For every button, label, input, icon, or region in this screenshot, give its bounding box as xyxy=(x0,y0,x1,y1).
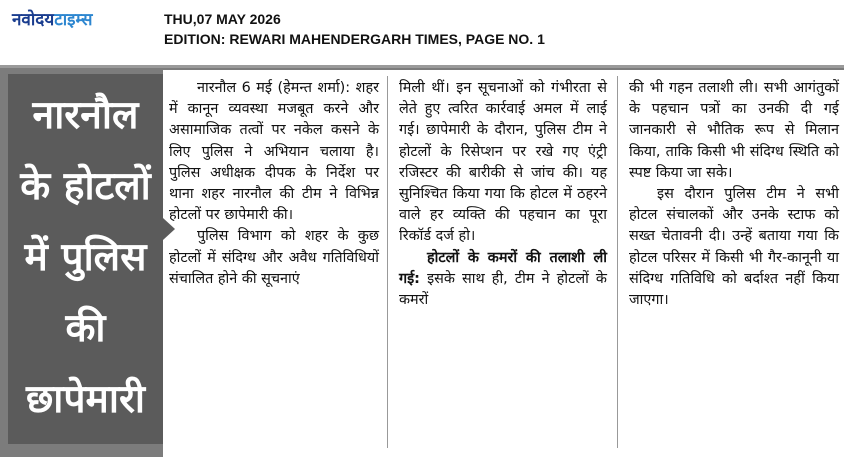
headline-line: के होटलों xyxy=(20,164,151,209)
headline-line: छापेमारी xyxy=(25,377,146,422)
article-column-2 xyxy=(399,78,607,311)
newspaper-logo[interactable] xyxy=(12,10,93,30)
paragraph-text: इसके साथ ही, टीम ने होटलों के कमरों xyxy=(399,270,607,309)
headline-line: में पुलिस xyxy=(24,235,147,280)
article-body xyxy=(163,70,844,457)
subheading: होटलों के कमरों की तलाशी ली गई: xyxy=(399,249,607,287)
column-rule xyxy=(387,76,388,448)
edition-name: EDITION: REWARI MAHENDERGARH TIMES, PAGE NO. 1 xyxy=(164,31,545,47)
paragraph: की भी गहन तलाशी ली। सभी आगंतुकों के पहचान पत्रों का उनकी दी गई जानकारी से भौतिक रूप से मिलान किया, ताकि किसी भी संदिग्ध स्थिति को स्पष्ट किया जा सके। xyxy=(629,80,839,181)
edition-date: THU,07 MAY 2026 xyxy=(164,11,281,27)
headline-line: की xyxy=(65,306,106,351)
paragraph: मिली थीं। इन सूचनाओं को गंभीरता से लेते हुए त्वरित कार्रवाई अमल में लाई गई। छापेमारी के दौरान, पुलिस टीम ने होटलों के रिसेप्शन पर रखे गए एंट्री रजिस्टर की बारीकी से जांच की। यह सुनिश्चित किया गया कि होटल में ठहरने वाले हर व्यक्ति की पहचान का पूरा रिकॉर्ड दर्ज हो। xyxy=(399,80,607,245)
article-column-3 xyxy=(629,78,839,311)
logo-part-1: नवोदय xyxy=(12,10,55,30)
paragraph: नारनौल 6 मई (हेमन्त शर्मा): शहर में कानून व्यवस्था मजबूत करने और असामाजिक तत्वों पर नकेल कसने के लिए पुलिस ने अभियान चलाया है। पुलिस अधीक्षक दीपक के निर्देश पर थाना शहर नारनौल की टीम ने विभिन्न होटलों पर छापेमारी की। xyxy=(169,80,379,224)
headline-panel xyxy=(8,74,163,444)
headline xyxy=(8,80,163,435)
column-rule xyxy=(617,76,618,448)
logo-part-2: टाइम्स xyxy=(54,10,93,30)
page-header xyxy=(0,0,844,62)
paragraph: पुलिस विभाग को शहर के कुछ होटलों में संदिग्ध और अवैध गतिविधियों संचालित होने की सूचनाएं xyxy=(169,228,379,287)
paragraph xyxy=(399,248,607,312)
paragraph: इस दौरान पुलिस टीम ने सभी होटल संचालकों और उनके स्टाफ को सख्त चेतावनी दी। उन्हें बताया गया कि होटल परिसर में किसी भी गैर-कानूनी या संदिग्ध गतिविधि को बर्दाश्त नहीं किया जाएगा। xyxy=(629,186,839,309)
edition-info xyxy=(164,9,545,49)
article-column-1 xyxy=(169,78,379,290)
headline-pointer-icon xyxy=(163,218,175,240)
headline-line: नारनौल xyxy=(32,93,139,138)
